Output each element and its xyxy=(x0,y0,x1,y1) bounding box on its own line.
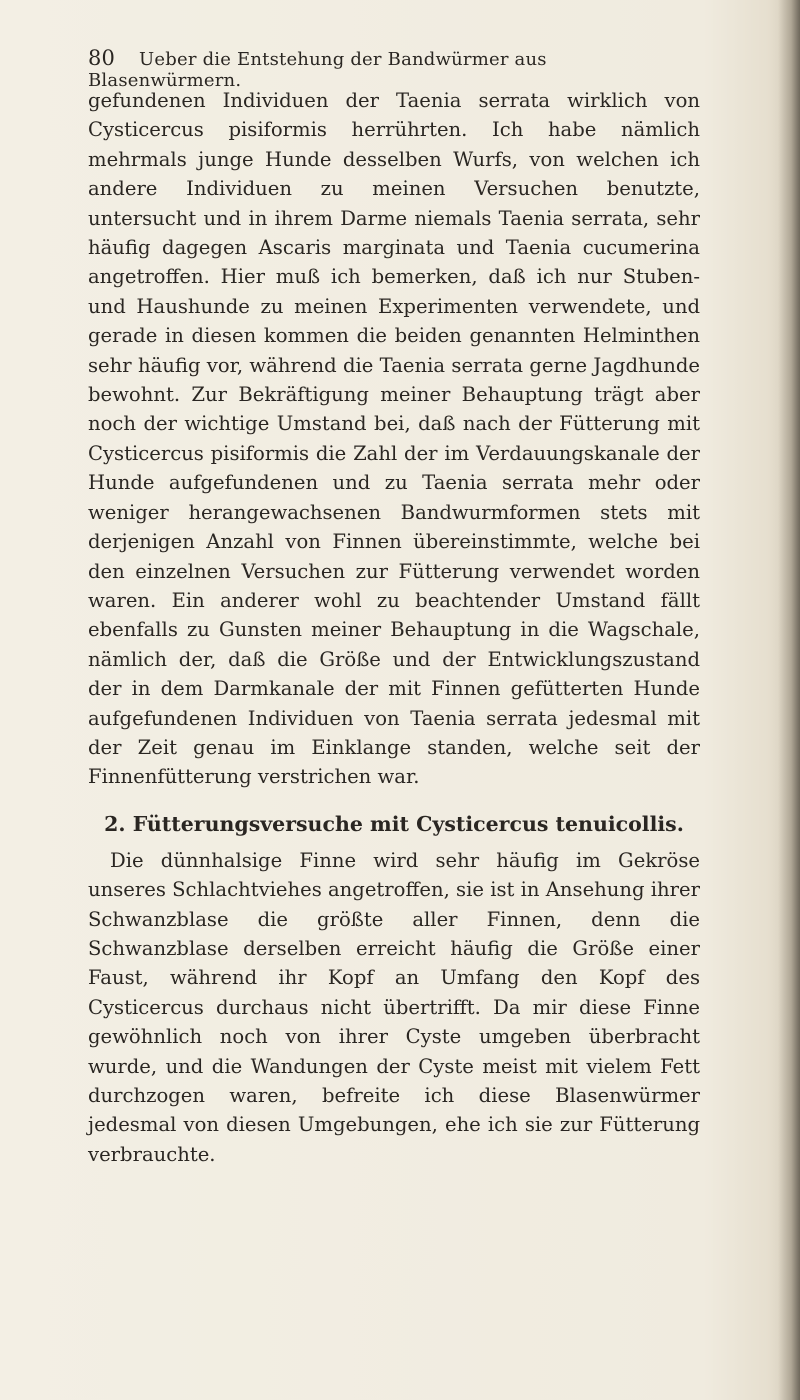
section-heading: 2. Fütterungsversuche mit Cysticercus tenuicollis. xyxy=(104,811,684,836)
running-header xyxy=(88,46,688,91)
page-number: 80 xyxy=(88,46,116,70)
running-title: Ueber die Entstehung der Bandwürmer aus Blasenwürmern. xyxy=(88,49,547,91)
text-body xyxy=(88,86,700,1169)
paragraph-1: gefundenen Individuen der Taenia serrata wirklich von Cysticercus pisiformis herrührten. Ich habe nämlich mehrmals junge Hunde desselben Wurfs, von welchen ich andere Individuen zu meinen Versuchen benutzte, untersucht und in ihrem Darme niemals Taenia serrata, sehr häufig dagegen Ascaris marginata und Taenia cucumerina angetroffen. Hier muß ich bemerken, daß ich nur Stuben- und Haushunde zu meinen Experimenten verwendete, und gerade in diesen kommen die beiden genannten Helminthen sehr häufig vor, während die Taenia serrata gerne Jagdhunde bewohnt. Zur Bekräftigung meiner Behauptung trägt aber noch der wichtige Umstand bei, daß nach der Fütterung mit Cysticercus pisiformis die Zahl der im Verdauungskanale der Hunde aufgefundenen und zu Taenia serrata mehr oder weniger herangewachsenen Bandwurmformen stets mit derjenigen Anzahl von Finnen übereinstimmte, welche bei den einzelnen Versuchen zur Fütterung verwendet worden waren. Ein anderer wohl zu beachtender Umstand fällt ebenfalls zu Gunsten meiner Behauptung in die Wagschale, nämlich der, daß die Größe und der Entwicklungszustand der in dem Darmkanale der mit Finnen gefütterten Hunde aufgefundenen Individuen von Taenia serrata jedesmal mit der Zeit genau im Einklange standen, welche seit der Finnenfütterung verstrichen war. xyxy=(88,89,700,789)
page-edge-shadow xyxy=(778,0,800,1400)
paragraph-2: Die dünnhalsige Finne wird sehr häufig im Gekröse unseres Schlachtviehes angetroffen, sie ist in Ansehung ihrer Schwanzblase die größte aller Finnen, denn die Schwanzblase derselben erreicht häufig die Größe einer Faust, während ihr Kopf an Umfang den Kopf des Cysticercus durchaus nicht übertrifft. Da mir diese Finne gewöhnlich noch von ihrer Cyste umgeben überbracht wurde, und die Wandungen der Cyste meist mit vielem Fett durchzogen waren, befreite ich diese Blasenwürmer jedesmal von diesen Umgebungen, ehe ich sie zur Fütterung verbrauchte. xyxy=(88,848,701,1166)
